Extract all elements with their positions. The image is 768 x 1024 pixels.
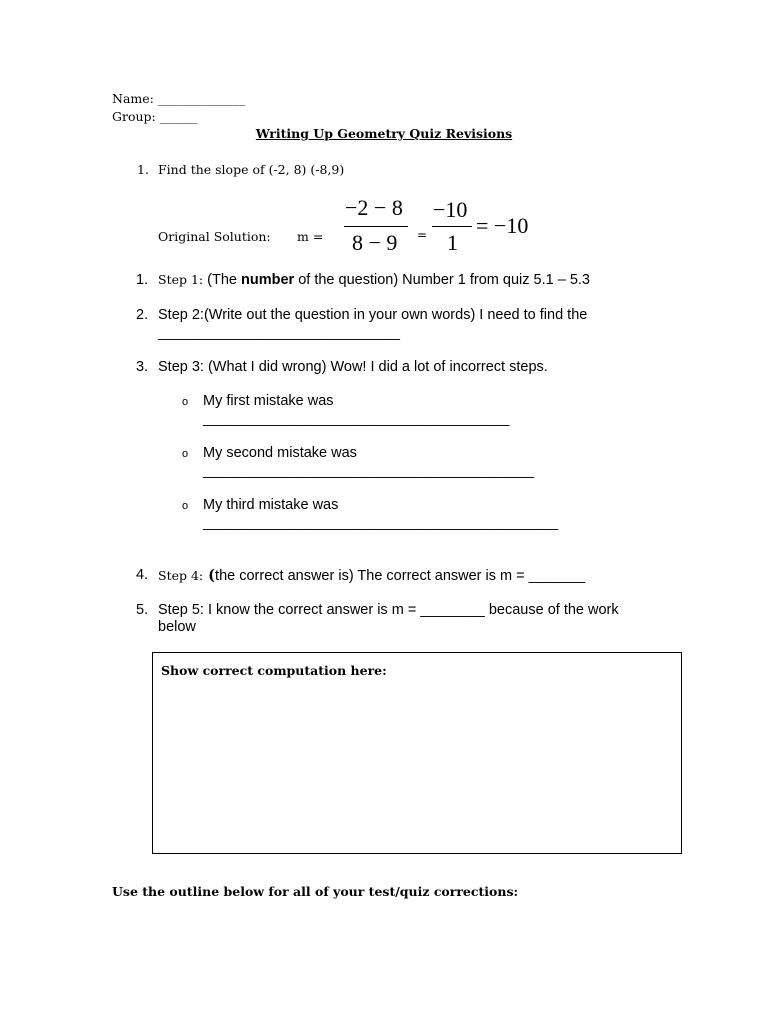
step4-prefix: Step 4: [158,568,204,583]
fraction2-numerator: −10 [433,197,468,222]
mistake1-bullet: o [182,396,189,408]
computation-box-label: Show correct computation here: [161,663,387,678]
solution-label: Original Solution: [158,229,271,244]
step4-number: 4. [136,567,149,583]
step1-text: Step 1: (The number of the question) Number 1 from quiz 5.1 – 5.3 [158,272,590,288]
problem-text: Find the slope of (-2, 8) (-8,9) [158,162,345,177]
fraction1-denominator: 8 − 9 [352,230,398,255]
mistake3-bullet: o [182,500,189,512]
step2-number: 2. [136,307,149,323]
step3-number: 3. [136,359,149,375]
mistake2-text: My second mistake was [203,445,357,461]
group-blank[interactable]: ______ [159,109,198,124]
solution-m-equals: m = [297,229,324,244]
mistake2-bullet: o [182,448,189,460]
page-title: Writing Up Geometry Quiz Revisions [255,126,513,141]
step5-line1: Step 5: I know the correct answer is m = ________ because of the work [158,602,619,618]
mistake3-blank[interactable]: ____________________________________________ [203,515,558,531]
solution-result: = −10 [476,213,529,238]
step5-number: 5. [136,602,149,618]
step2-line1: Step 2:(Write out the question in your own words) I need to find the [158,307,588,323]
problem-number: 1. [137,162,149,177]
step5-line2: below [158,619,196,635]
step4-text: Step 4: (the correct answer is) The correct answer is m = _______ [158,567,586,584]
mistake1-text: My first mistake was [203,393,334,409]
name-blank[interactable]: ______________ [157,91,246,106]
step3-text: Step 3: (What I did wrong) Wow! I did a lot of incorrect steps. [158,359,548,375]
mistake2-blank[interactable]: _________________________________________ [203,463,534,479]
group-field [112,109,197,124]
outline-instruction: Use the outline below for all of your test/quiz corrections: [112,884,519,899]
step1-bold-word: number [241,272,295,288]
computation-box[interactable] [152,652,682,854]
fraction2-denominator: 1 [447,230,458,255]
group-label: Group: [112,109,156,124]
fraction1-numerator: −2 − 8 [345,195,403,220]
mistake1-blank[interactable]: ______________________________________ [203,411,510,427]
name-field [112,91,245,106]
name-label: Name: [112,91,154,106]
step1-number: 1. [136,272,149,288]
mistake3-text: My third mistake was [203,497,339,513]
step1-prefix: Step 1: [158,272,204,287]
step2-blank[interactable]: ______________________________ [158,325,400,341]
fraction1-bar [344,226,408,227]
fraction2-bar [432,226,472,227]
equals-sign: = [417,228,428,242]
